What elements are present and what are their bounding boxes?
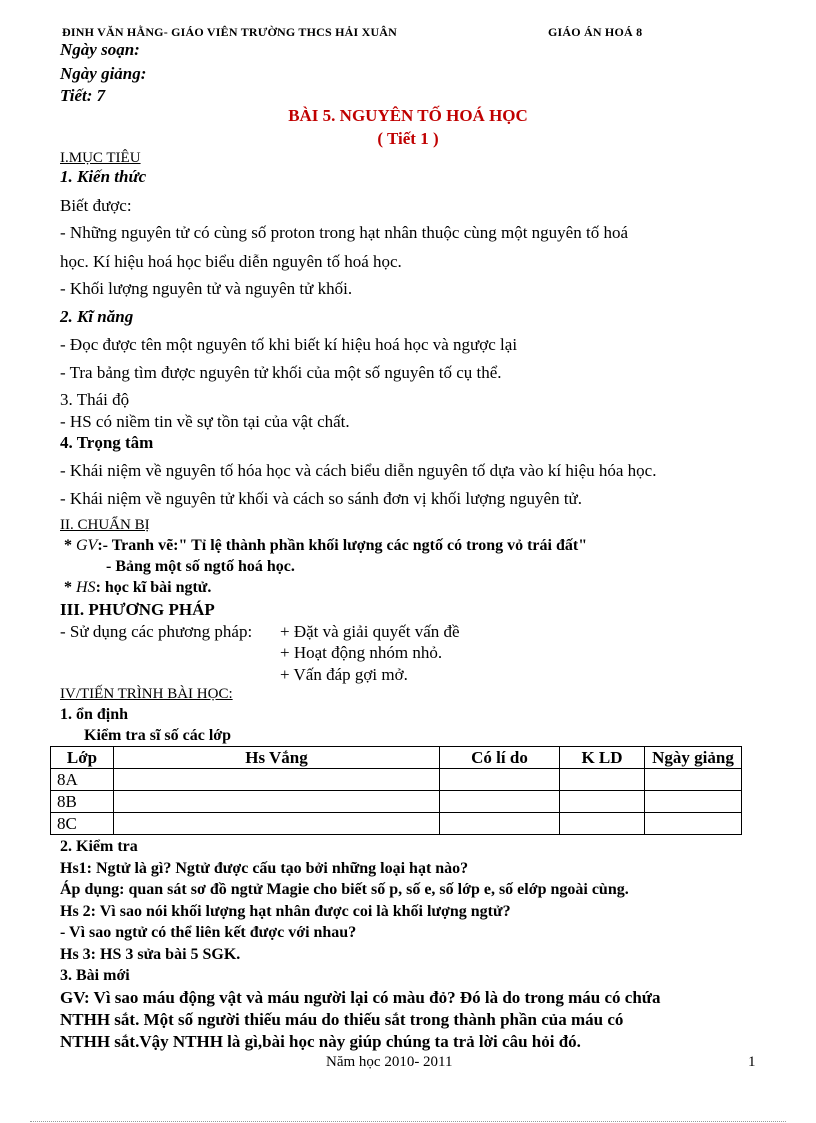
table-cell (114, 791, 440, 813)
knowledge-line1: - Những nguyên tử có cùng số proton trong hạt nhân thuộc cùng một nguyên tố hoá (60, 223, 628, 242)
new-lesson-line1: GV: Vì sao máu động vật và máu người lại có màu đỏ? Đó là do trong máu có chứa (60, 988, 661, 1007)
table-cell: 8C (51, 813, 114, 835)
table-cell (114, 813, 440, 835)
page-bottom-rule (30, 1121, 786, 1122)
col-header: Ngày giảng (645, 747, 742, 769)
table-cell (560, 813, 645, 835)
skills-line1: - Đọc được tên một nguyên tố khi biết kí hiệu hoá học và ngược lại (60, 335, 518, 354)
table-cell: 8A (51, 769, 114, 791)
method-heading: III. PHƯƠNG PHÁP (60, 600, 215, 619)
preparation-heading: II. CHUẨN BỊ (60, 517, 150, 533)
new-lesson-line2: NTHH sắt. Một số người thiếu máu do thiếu sắt trong thành phần của máu có (60, 1010, 624, 1029)
col-header: Có lí do (440, 747, 560, 769)
knowledge-intro: Biết được: (60, 196, 132, 215)
table-cell (440, 769, 560, 791)
table-cell (440, 813, 560, 835)
table-cell (114, 769, 440, 791)
footer-year: Năm học 2010- 2011 (326, 1054, 453, 1070)
method-item2: + Hoạt động nhóm nhỏ. (280, 643, 443, 662)
table-cell (560, 769, 645, 791)
header-right: GIÁO ÁN HOÁ 8 (548, 25, 643, 39)
table-header-row (51, 747, 742, 769)
skills-line2: - Tra bảng tìm được nguyên tử khối của một số nguyên tố cụ thể. (60, 363, 502, 382)
attendance-table (50, 746, 742, 835)
gv-prep-line2: - Bảng một số ngtố hoá học. (106, 558, 295, 575)
gv-prep-line1: * GV:- Tranh vẽ:" Tỉ lệ thành phần khối lượng các ngtố có trong vỏ trái đất" (64, 537, 588, 554)
knowledge-heading: 1. Kiến thức (60, 167, 147, 186)
stabilize-heading: 1. ổn định (60, 706, 129, 723)
new-lesson-heading: 3. Bài mới (60, 967, 130, 984)
knowledge-line2: học. Kí hiệu hoá học biểu diễn nguyên tố hoá học. (60, 252, 402, 271)
table-cell: 8B (51, 791, 114, 813)
period: Tiết: 7 (60, 86, 106, 105)
page-number: 1 (748, 1054, 756, 1070)
table-row (51, 813, 742, 835)
focus-line1: - Khái niệm về nguyên tố hóa học và cách biểu diễn nguyên tố dựa vào kí hiệu hóa học. (60, 461, 657, 480)
new-lesson-line3: NTHH sắt.Vậy NTHH là gì,bài học này giúp chúng ta trả lời câu hỏi đó. (60, 1032, 581, 1051)
check-heading: 2. Kiểm tra (60, 838, 138, 855)
method-item3: + Vấn đáp gợi mở. (280, 665, 408, 684)
table-cell (440, 791, 560, 813)
teach-date: Ngày giảng: (60, 64, 147, 83)
lesson-subtitle: ( Tiết 1 ) (377, 129, 439, 148)
process-heading: IV/TIẾN TRÌNH BÀI HỌC: (60, 686, 233, 702)
table-row (51, 791, 742, 813)
check-q3: Hs 3: HS 3 sửa bài 5 SGK. (60, 946, 241, 963)
hs-prep-line: * HS: học kĩ bài ngtử. (64, 579, 212, 596)
method-item1: + Đặt và giải quyết vấn đề (280, 622, 460, 641)
table-cell (560, 791, 645, 813)
col-header: K LD (560, 747, 645, 769)
skills-heading: 2. Kĩ năng (60, 307, 134, 326)
check-q2: Hs 2: Vì sao nói khối lượng hạt nhân được coi là khối lượng ngtử? (60, 903, 511, 920)
col-header: Hs Vắng (114, 747, 440, 769)
knowledge-line3: - Khối lượng nguyên tử và nguyên tử khối. (60, 279, 353, 298)
table-cell (645, 813, 742, 835)
focus-heading: 4. Trọng tâm (60, 433, 154, 452)
method-intro: - Sử dụng các phương pháp: (60, 622, 253, 641)
stabilize-sub: Kiểm tra sĩ số các lớp (84, 727, 232, 744)
lesson-title: BÀI 5. NGUYÊN TỐ HOÁ HỌC (288, 106, 528, 125)
check-q1b: Áp dụng: quan sát sơ đồ ngtử Magie cho biết số p, số e, số lớp e, số elớp ngoài cùng. (60, 881, 629, 898)
header-left: ĐINH VĂN HẰNG- GIÁO VIÊN TRƯỜNG THCS HẢI XUÂN (62, 25, 398, 39)
prep-date: Ngày soạn: (60, 40, 140, 59)
table-row (51, 769, 742, 791)
col-header: Lớp (51, 747, 114, 769)
check-q2b: - Vì sao ngtử có thể liên kết được với nhau? (60, 924, 357, 941)
attitude-heading: 3. Thái độ (60, 390, 130, 409)
check-q1: Hs1: Ngtử là gì? Ngtử được cấu tạo bởi những loại hạt nào? (60, 860, 469, 877)
table-cell (645, 769, 742, 791)
attitude-line1: - HS có niềm tin về sự tồn tại của vật chất. (60, 412, 350, 431)
table-cell (645, 791, 742, 813)
focus-line2: - Khái niệm về nguyên tử khối và cách so sánh đơn vị khối lượng nguyên tử. (60, 489, 583, 508)
objectives-heading: I.MỤC TIÊU (60, 150, 141, 166)
